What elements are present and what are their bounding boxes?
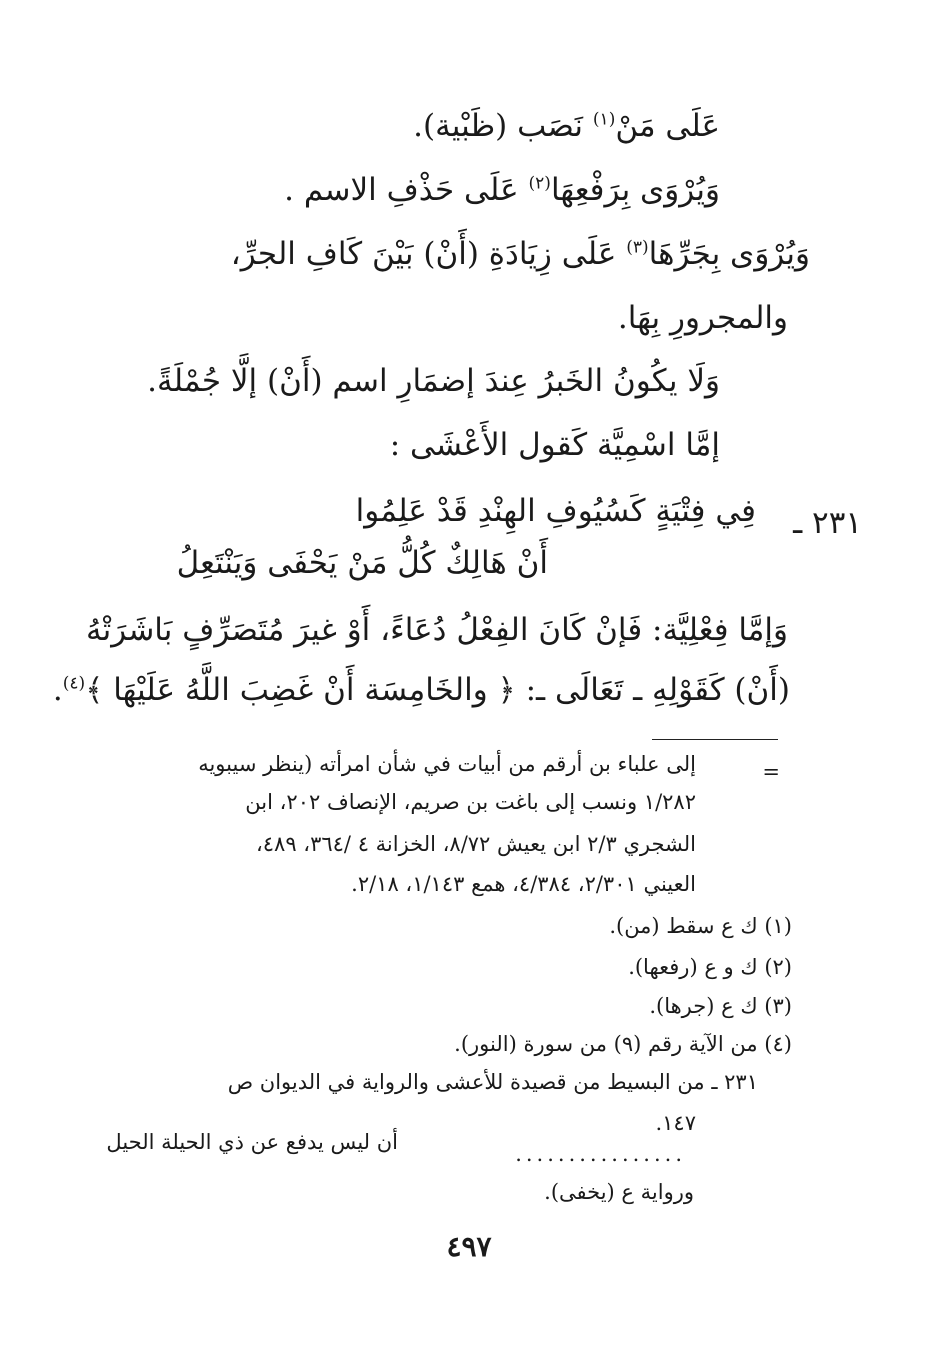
footnote-1 — [609, 914, 792, 938]
cont4-text: العيني ٢/٣٠١، ٤/٣٨٤، همع ١/١٤٣، ٢/١٨. — [351, 872, 696, 896]
after-verse-1-text: وَإمَّا فِعْلِيَّة: فَإنْ كَانَ الفِعْلُ دُعَاءً، أَوْ غيرَ مُتَصَرِّفٍ بَاشَرَتْهُ — [85, 612, 788, 648]
line5-text: وَلَا يكُونُ الخَبرُ عِندَ إضمَارِ اسم (أَنْ) إلَّا جُمْلَةً. — [147, 363, 720, 399]
footnote-cont-line-1 — [198, 752, 696, 776]
page-number: ٤٩٧ — [446, 1230, 492, 1263]
text-line-4 — [618, 300, 788, 336]
line3-start: وَيُرْوَى بِجَرِّهَا — [648, 236, 810, 272]
text-line-6 — [390, 427, 720, 463]
verse-hemistich-2 — [177, 545, 548, 581]
text-line-1 — [413, 108, 720, 144]
footnote-ref-4: (٤) — [62, 673, 86, 694]
footnote-3 — [649, 994, 792, 1018]
footnote-ref-1: (١) — [592, 109, 616, 130]
footnote-2-text: (٢) ك و ع (رفعها). — [628, 955, 792, 979]
after-verse-2-start: (أَنْ) كَقَوْلِهِ ـ تَعَالَى ـ: ﴿ والخَامِسَة أَنْ غَضِبَ اللَّهُ عَلَيْهَا ﴾ — [85, 672, 790, 708]
line3-end: عَلَى زِيَادَةِ (أَنْ) بَيْنَ كَافِ الجرِّ، — [230, 236, 627, 272]
line4-text: والمجرورِ بِهَا. — [617, 300, 788, 336]
footnote-ref-3: (٣) — [626, 237, 649, 258]
cont-mark-text: = — [762, 760, 780, 784]
footnote-231-page — [655, 1111, 696, 1135]
line2-start: وَيُرْوَى بِرَفْعِهَا — [550, 172, 720, 208]
line1-start: عَلَى مَنْ — [615, 108, 720, 144]
footnote-riwaya-text: ورواية ع (يخفى). — [544, 1180, 694, 1204]
cont1-text: إلى علباء بن أرقم من أبيات في شأن امرأته (ينظر سيبويه — [198, 752, 696, 776]
verse-number — [793, 505, 862, 541]
text-line-2 — [284, 172, 720, 208]
text-line-3 — [231, 236, 810, 272]
footnote-separator — [652, 739, 778, 740]
footnote-4 — [454, 1032, 792, 1056]
footnote-verse-dots-span: ................ — [515, 1142, 686, 1166]
line2-end: عَلَى حَذْفِ الاسم . — [284, 172, 529, 208]
verse-number-text: ٢٣١ ـ — [793, 505, 862, 541]
footnote-cont-line-4 — [351, 872, 696, 896]
footnote-231-page-text: ١٤٧. — [655, 1111, 696, 1135]
text-line-after-verse-1 — [86, 612, 788, 648]
hemistich-1-text: فِي فِتْيَةٍ كَسُيُوفِ الهِنْدِ قَدْ عَلِمُوا — [355, 493, 756, 529]
footnote-3-text: (٣) ك ع (جرها). — [649, 994, 792, 1018]
footnote-verse-dots — [515, 1142, 686, 1166]
footnote-verse-text-span: أن ليس يدفع عن ذي الحيلة الحيل — [106, 1130, 398, 1154]
verse-hemistich-1 — [356, 493, 756, 529]
line1-end: نَصَب (ظَبْية). — [413, 108, 593, 144]
footnote-231-text: ٢٣١ ـ من البسيط من قصيدة للأعشى والرواية في الديوان ص — [227, 1070, 758, 1094]
text-line-5 — [147, 363, 720, 399]
footnote-1-text: (١) ك ع سقط (من). — [609, 914, 792, 938]
footnote-riwaya — [544, 1180, 694, 1204]
footnote-231 — [228, 1070, 758, 1094]
cont2-text: ١/٢٨٢ ونسب إلى باغت بن صريم، الإنصاف ٢٠٢، ابن — [245, 790, 696, 814]
hemistich-2-text: أَنْ هَالِكٌ كُلُّ مَنْ يَحْفَى وَيَنْتَعِلُ — [176, 545, 548, 581]
text-line-after-verse-2 — [53, 672, 790, 708]
footnote-2 — [628, 955, 792, 979]
footnote-cont-line-2 — [245, 790, 696, 814]
after-verse-2-end: . — [52, 672, 63, 708]
footnote-4-text: (٤) من الآية رقم (٩) من سورة (النور). — [454, 1032, 792, 1056]
cont3-text: الشجري ٢/٣ ابن يعيش ٨/٧٢، الخزانة ٤ /٣٦٤، ٤٨٩، — [256, 832, 696, 856]
line6-text: إمَّا اسْمِيَّة كَقول الأَعْشَى : — [389, 427, 720, 463]
footnote-verse-text — [106, 1130, 398, 1154]
footnote-ref-2: (٢) — [528, 173, 551, 194]
footnote-cont-mark — [762, 760, 780, 784]
footnote-cont-line-3 — [256, 832, 696, 856]
